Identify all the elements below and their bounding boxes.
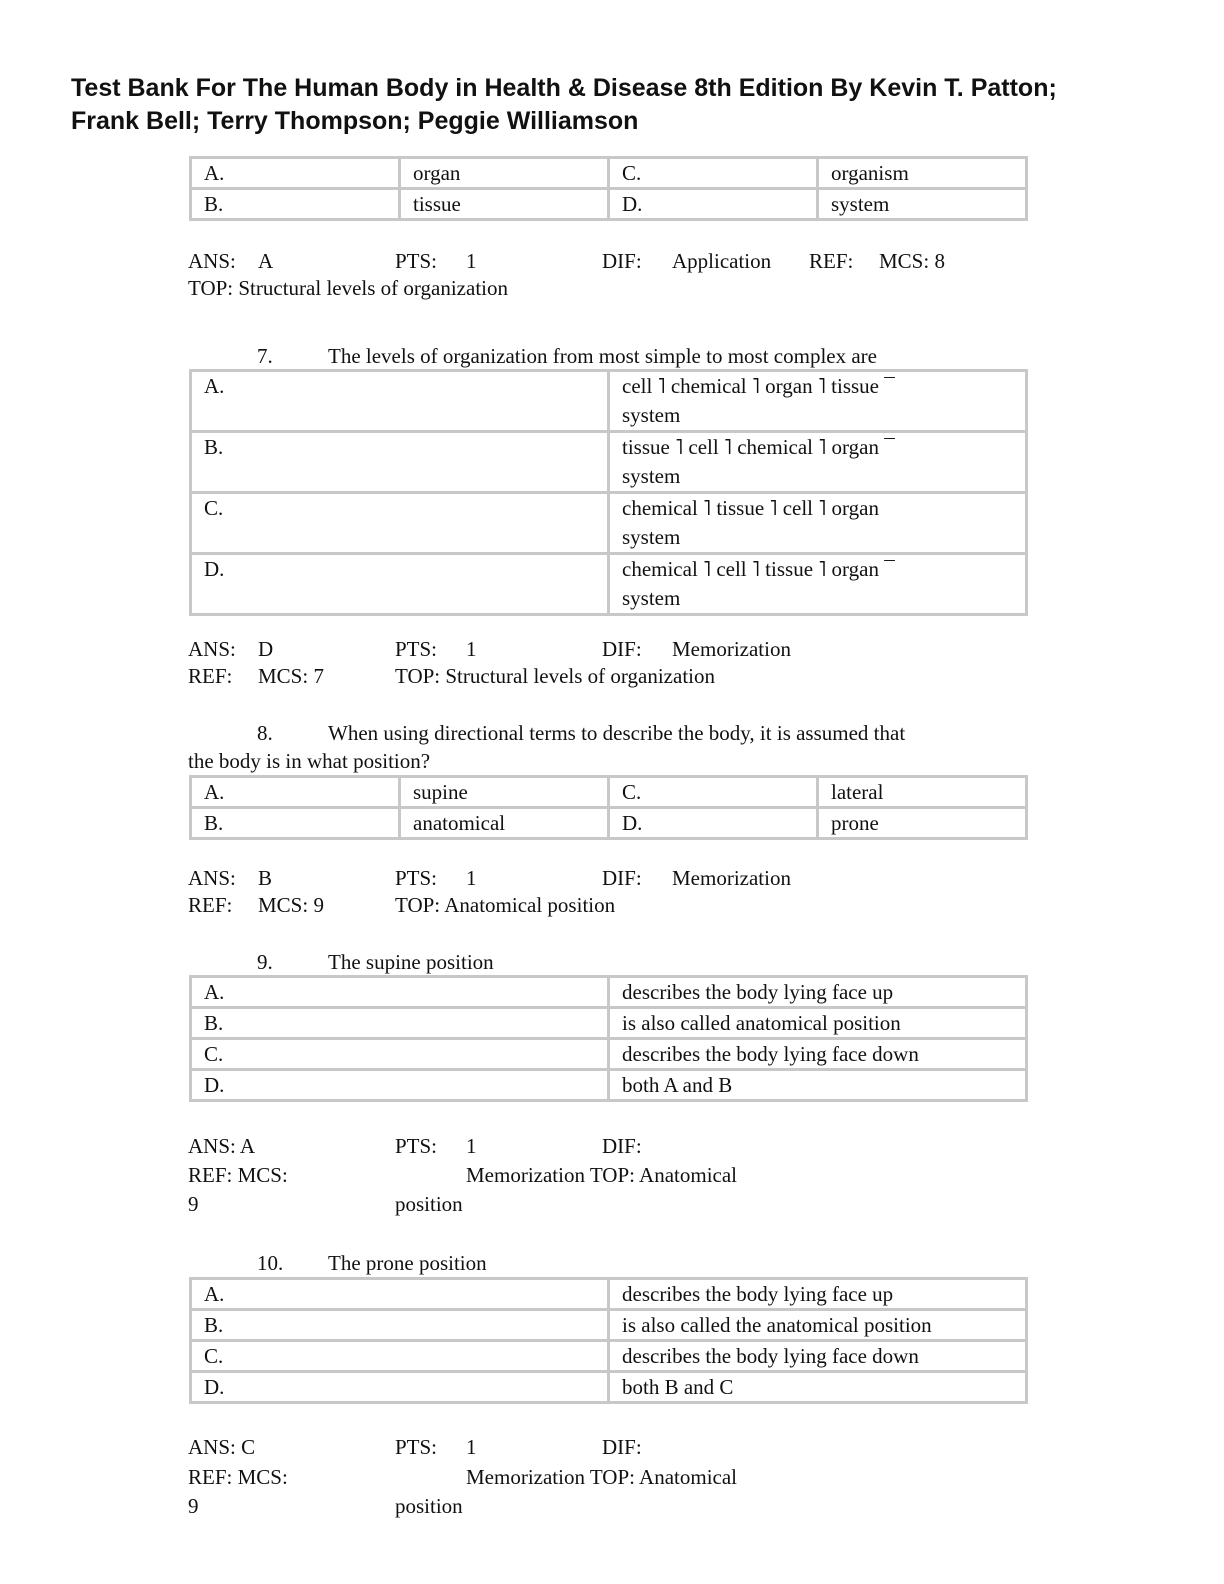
table-row — [191, 1341, 1027, 1372]
question-number: 9. — [257, 950, 273, 974]
ans: ANS: C — [188, 1435, 256, 1459]
option-letter: A. — [191, 977, 609, 1008]
option-letter: D. — [609, 189, 818, 220]
ref: REF: MCS: — [188, 1163, 288, 1187]
option-letter: C. — [609, 158, 818, 189]
question-number: 10. — [257, 1251, 284, 1275]
option-letter: A. — [191, 777, 400, 808]
option-letter: C. — [191, 493, 609, 554]
option-line: system — [622, 525, 681, 549]
ans-value: A — [258, 249, 274, 273]
option-text: both B and C — [609, 1372, 1027, 1403]
topic-cont: position — [395, 1192, 463, 1216]
dif-label: DIF: — [602, 866, 642, 890]
q9-options-table — [189, 975, 1028, 1102]
option-letter: D. — [191, 554, 609, 615]
ans-value: D — [258, 637, 274, 661]
dif-value: Application — [672, 249, 772, 273]
table-row — [191, 493, 1027, 554]
topic: TOP: Structural levels of organization — [188, 276, 508, 300]
option-text — [609, 432, 1027, 493]
dif-value: Memorization — [672, 637, 791, 661]
ref-value: MCS: 9 — [258, 893, 324, 917]
pts-label: PTS: — [395, 637, 438, 661]
option-text: describes the body lying face up — [609, 977, 1027, 1008]
ref-label: REF: — [809, 249, 854, 273]
q6-options-table — [189, 156, 1028, 221]
dif-topic: Memorization TOP: Anatomical — [466, 1465, 738, 1489]
table-row — [191, 1279, 1027, 1310]
option-text: supine — [400, 777, 609, 808]
table-row — [191, 1039, 1027, 1070]
ref-value: MCS: 7 — [258, 664, 324, 688]
question-text: The supine position — [328, 950, 494, 974]
dif-label: DIF: — [602, 637, 642, 661]
option-letter: B. — [191, 1008, 609, 1039]
option-line: tissue ˥ cell ˥ chemical ˥ organ ¯ — [622, 435, 895, 459]
document-title: Test Bank For The Human Body in Health & Disease 8th Edition By Kevin T. Patton; Frank Bell; Terry Thompson; Peggie Williamson — [71, 74, 1057, 135]
ref-label: REF: — [188, 664, 233, 688]
table-row — [191, 554, 1027, 615]
table-row — [191, 1070, 1027, 1101]
table-row — [191, 808, 1027, 839]
table-row — [191, 1310, 1027, 1341]
option-text: describes the body lying face up — [609, 1279, 1027, 1310]
option-text: organ — [400, 158, 609, 189]
ref: REF: MCS: — [188, 1465, 288, 1489]
question-text: When using directional terms to describe the body, it is assumed that — [328, 721, 906, 745]
question-text-cont: the body is in what position? — [188, 749, 431, 773]
option-text: is also called the anatomical position — [609, 1310, 1027, 1341]
q8-options-table — [189, 775, 1028, 840]
table-row — [191, 371, 1027, 432]
option-line: system — [622, 403, 681, 427]
question-text: The prone position — [328, 1251, 487, 1275]
option-text — [609, 554, 1027, 615]
option-line: cell ˥ chemical ˥ organ ˥ tissue ¯ — [622, 374, 895, 398]
option-letter: C. — [191, 1341, 609, 1372]
option-letter: A. — [191, 371, 609, 432]
table-row — [191, 432, 1027, 493]
question-number: 8. — [257, 721, 273, 745]
option-text: both A and B — [609, 1070, 1027, 1101]
table-row — [191, 158, 1027, 189]
dif-topic: Memorization TOP: Anatomical — [466, 1163, 738, 1187]
pts-label: PTS: — [395, 249, 438, 273]
option-text: describes the body lying face down — [609, 1039, 1027, 1070]
topic: TOP: Structural levels of organization — [395, 664, 715, 688]
option-letter: A. — [191, 1279, 609, 1310]
question-text: The levels of organization from most simple to most complex are — [328, 344, 877, 368]
option-text: organism — [818, 158, 1027, 189]
ref-value: MCS: 8 — [879, 249, 945, 273]
option-letter: B. — [191, 432, 609, 493]
option-letter: B. — [191, 1310, 609, 1341]
pts-value: 1 — [466, 637, 477, 661]
option-text: prone — [818, 808, 1027, 839]
pts-value: 1 — [466, 249, 477, 273]
option-letter: D. — [191, 1372, 609, 1403]
table-row — [191, 977, 1027, 1008]
dif-value: Memorization — [672, 866, 791, 890]
pts-label: PTS: — [395, 1134, 438, 1158]
option-letter: B. — [191, 189, 400, 220]
q7-options-table — [189, 369, 1028, 616]
option-letter: B. — [191, 808, 400, 839]
option-letter: D. — [191, 1070, 609, 1101]
pts-label: PTS: — [395, 1435, 438, 1459]
topic-cont: position — [395, 1494, 463, 1518]
dif-label: DIF: — [602, 1435, 642, 1459]
option-line: system — [622, 464, 681, 488]
dif-label: DIF: — [602, 249, 642, 273]
option-text — [609, 493, 1027, 554]
pts-label: PTS: — [395, 866, 438, 890]
topic: TOP: Anatomical position — [395, 893, 616, 917]
option-letter: A. — [191, 158, 400, 189]
ans-label: ANS: — [188, 637, 236, 661]
q10-options-table — [189, 1277, 1028, 1404]
pts-value: 1 — [466, 1134, 477, 1158]
option-text: describes the body lying face down — [609, 1341, 1027, 1372]
pts-value: 1 — [466, 1435, 477, 1459]
ans: ANS: A — [188, 1134, 256, 1158]
option-letter: D. — [609, 808, 818, 839]
option-line: chemical ˥ tissue ˥ cell ˥ organ — [622, 496, 879, 520]
option-line: chemical ˥ cell ˥ tissue ˥ organ ¯ — [622, 557, 895, 581]
question-number: 7. — [257, 344, 273, 368]
option-text: tissue — [400, 189, 609, 220]
ref-number: 9 — [188, 1192, 199, 1216]
option-letter: C. — [609, 777, 818, 808]
table-row — [191, 1008, 1027, 1039]
ans-label: ANS: — [188, 866, 236, 890]
table-row — [191, 777, 1027, 808]
ref-number: 9 — [188, 1494, 199, 1518]
option-letter: C. — [191, 1039, 609, 1070]
ans-label: ANS: — [188, 249, 236, 273]
dif-label: DIF: — [602, 1134, 642, 1158]
pts-value: 1 — [466, 866, 477, 890]
ans-value: B — [258, 866, 273, 890]
table-row — [191, 1372, 1027, 1403]
option-text: is also called anatomical position — [609, 1008, 1027, 1039]
option-text — [609, 371, 1027, 432]
option-text: system — [818, 189, 1027, 220]
option-text: anatomical — [400, 808, 609, 839]
option-line: system — [622, 586, 681, 610]
ref-label: REF: — [188, 893, 233, 917]
option-text: lateral — [818, 777, 1027, 808]
table-row — [191, 189, 1027, 220]
